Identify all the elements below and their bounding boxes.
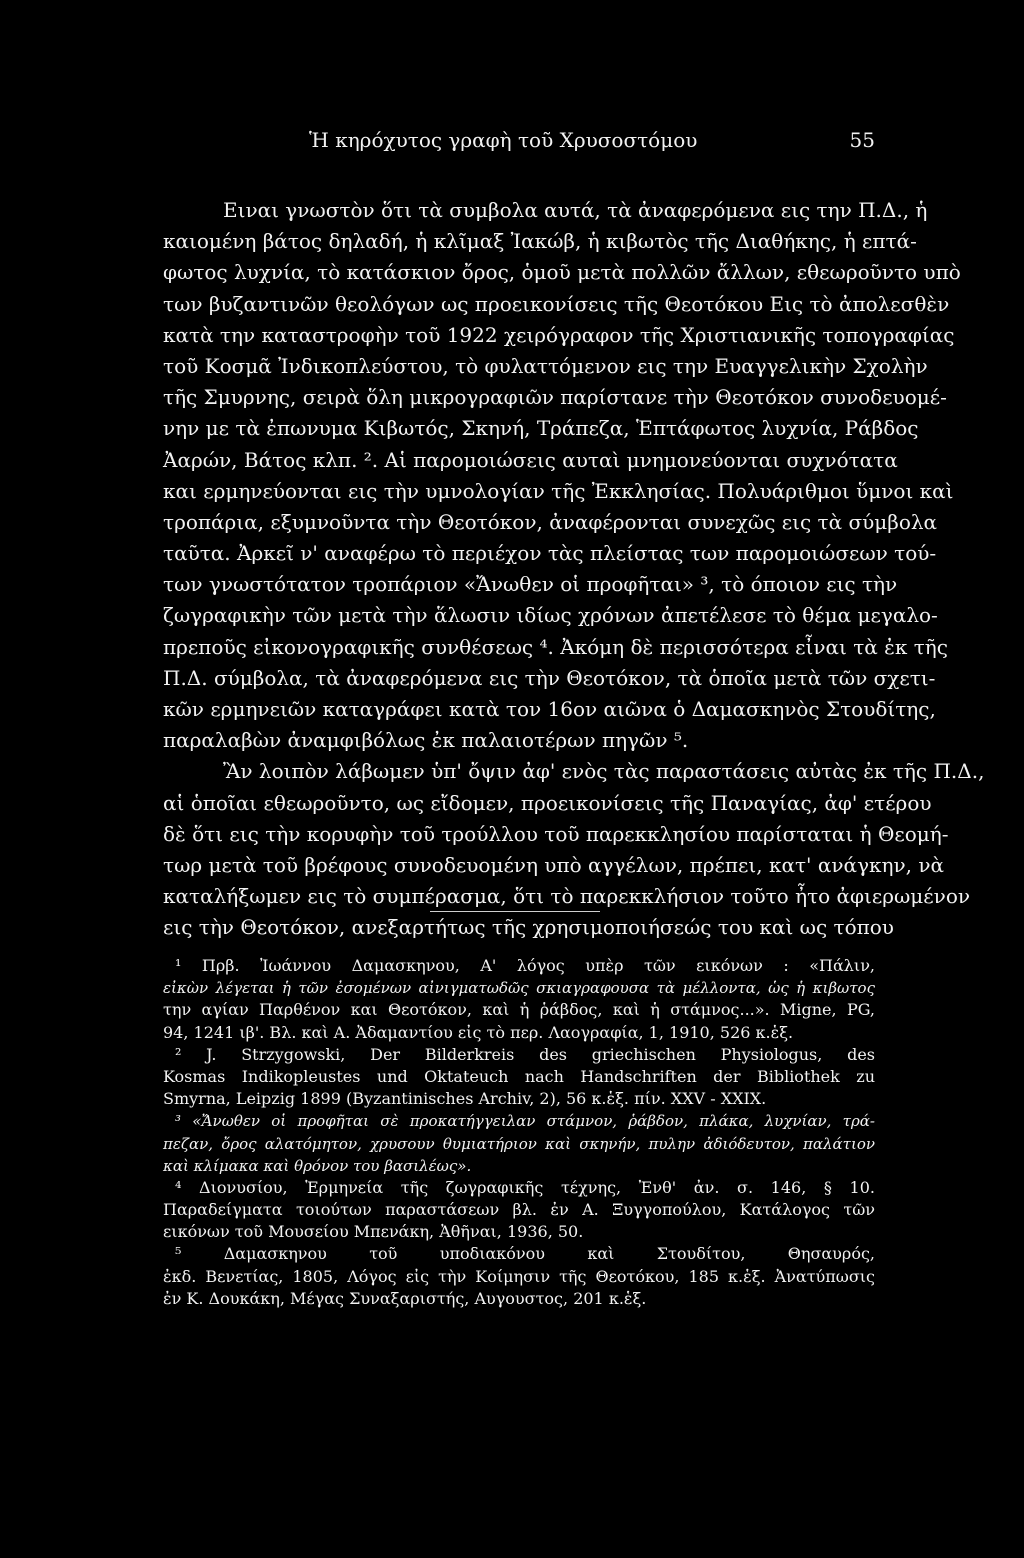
text-line: τωρ μετὰ τοῦ βρέφους συνοδευομένη υπὸ αγγέλων, πρέπει, κατ' ανάγκην, νὰ — [163, 852, 945, 877]
text-line: κῶν ερμηνειῶν καταγράφει κατὰ τον 16ον αιῶνα ὁ Δαμασκηνὸς Στουδίτης, — [163, 697, 936, 721]
footnote-line: εἰκὼν λέγεται ἡ τῶν ἐσομένων αἰνιγματωδῶς σκιαγραφουσα τὰ μέλλοντα, ὡς ἡ κιβωτος — [163, 979, 875, 998]
text-line: των γνωστότατον τροπάριον «Ἄνωθεν οἱ προφῆται» ³, τὸ όποιον εις τὴν — [163, 572, 898, 597]
footnote-line: πεζαν, ὄρος αλατόμητον, χρυσουν θυμιατήριον καὶ σκηνήν, πυλην ἀδιόδευτον, παλάτιον — [163, 1134, 875, 1153]
text-line: τῆς Σμυρνης, σειρὰ ὅλη μικρογραφιῶν παρίστανε τὴν Θεοτόκον συνοδευομέ- — [163, 385, 947, 410]
main-text — [163, 195, 985, 944]
text-line: παραλαβὼν ἀναμφιβόλως ἐκ παλαιοτέρων πηγῶν ⁵. — [163, 728, 689, 753]
footnote-line: ⁵ Δαμασκηνου τοῦ υποδιακόνου καὶ Στουδίτου, Θησαυρός, — [175, 1244, 875, 1264]
page-number: 55 — [849, 128, 875, 152]
footnote-line: Παραδείγματα τοιούτων παραστάσεων βλ. ἐν Α. Ξυγγοπούλου, Κατάλογος τῶν — [163, 1200, 875, 1220]
running-header — [163, 128, 875, 168]
text-line: τροπάρια, εξυμνοῦντα τὴν Θεοτόκον, ἀναφέρονται συνεχῶς εις τὰ σύμβολα — [163, 509, 938, 534]
text-line: δὲ ὅτι εις τὴν κορυφὴν τοῦ τρούλλου τοῦ παρεκκλησίου παρίσταται ἡ Θεομή- — [163, 821, 949, 846]
footnote-line: ἐκδ. Βενετίας, 1805, Λόγος εἰς τὴν Κοίμησιν τῆς Θεοτόκου, 185 κ.ἑξ. Ἀνατύπωσις — [163, 1266, 875, 1286]
text-line: εις τὴν Θεοτόκον, ανεξαρτήτως τῆς χρησιμοποιήσεώς του καὶ ως τόπου — [163, 915, 894, 940]
text-line: και ερμηνεύονται εις τὴν υμνολογίαν τῆς Ἐκκλησίας. Πολυάριθμοι ὕμνοι καὶ — [163, 478, 954, 503]
footnotes — [163, 955, 875, 1310]
running-title: Ἡ κηρόχυτος γραφὴ τοῦ Χρυσοστόμου — [309, 128, 698, 152]
text-line: φωτος λυχνία, τὸ κατάσκιον ὄρος, ὁμοῦ μετὰ πολλῶν ἄλλων, εθεωροῦντο υπὸ — [163, 260, 961, 285]
text-line: κατὰ την καταστροφὴν τοῦ 1922 χειρόγραφον τῆς Χριστιανικῆς τοπογραφίας — [163, 322, 955, 347]
text-line: Ἀαρών, Βάτος κλπ. ². Αἱ παρομοιώσεις αυταὶ μνημονεύονται συχνότατα — [163, 447, 898, 472]
footnote-divider — [430, 911, 600, 912]
text-line: Ἂν λοιπὸν λάβωμεν ὑπ' ὄψιν ἀφ' ενὸς τὰς παραστάσεις αὐτὰς ἐκ τῆς Π.Δ., — [223, 759, 985, 784]
text-line: αἱ ὁποῖαι εθεωροῦντο, ως εἴδομεν, προεικονίσεις τῆς Παναγίας, ἀφ' ετέρου — [163, 790, 932, 815]
text-line: καταλήξωμεν εις τὸ συμπέρασμα, ὅτι τὸ παρεκκλήσιον τοῦτο ἦτο ἀφιερωμένον — [163, 884, 971, 909]
footnote-line: την αγίαν Παρθένον και Θεοτόκον, καὶ ἡ ῥάβδος, καὶ ἡ στάμνος...». Migne, PG, — [163, 1000, 875, 1020]
text-line: πρεποῦς εἰκονογραφικῆς συνθέσεως ⁴. Ἀκόμη δὲ περισσότερα εἶναι τὰ ἐκ τῆς — [163, 634, 948, 659]
footnote-line: ¹ Πρβ. Ἰωάννου Δαμασκηνου, Α' λόγος υπὲρ τῶν εικόνων : «Πάλιν, — [175, 956, 875, 975]
footnote-line: ⁴ Διονυσίου, Ἑρμηνεία τῆς ζωγραφικῆς τέχνης, Ἐνθ' ἀν. σ. 146, § 10. — [175, 1177, 875, 1197]
footnote-line: καὶ κλίμακα καὶ θρόνον του βασιλέως». — [163, 1156, 472, 1175]
text-line: καιομένη βάτος δηλαδή, ἡ κλῖμαξ Ἰακώβ, ἡ κιβωτὸς τῆς Διαθήκης, ἡ επτά- — [163, 229, 917, 254]
text-line: Π.Δ. σύμβολα, τὰ ἀναφερόμενα εις τὴν Θεοτόκον, τὰ ὁποῖα μετὰ τῶν σχετι- — [163, 665, 936, 690]
text-line: νην με τὰ ἐπωνυμα Κιβωτός, Σκηνή, Τράπεζα, Ἑπτάφωτος λυχνία, Ράβδος — [163, 416, 919, 441]
footnote-line: Kosmas Indikopleustes und Oktateuch nach Handschriften der Bibliothek zu — [163, 1066, 875, 1086]
text-line: Ειναι γνωστὸν ὅτι τὰ συμβολα αυτά, τὰ ἀναφερόμενα εις την Π.Δ., ἡ — [223, 198, 928, 222]
text-line: ταῦτα. Ἀρκεῖ ν' αναφέρω τὸ περιέχον τὰς πλείστας των παρομοιώσεων τού- — [163, 541, 937, 566]
footnote-line: 94, 1241 ιβ'. Βλ. καὶ Α. Ἀδαμαντίου εἰς τὸ περ. Λαογραφία, 1, 1910, 526 κ.ἑξ. — [163, 1022, 794, 1042]
text-line: των βυζαντινῶν θεολόγων ως προεικονίσεις τῆς Θεοτόκου Εις τὸ ἀπολεσθὲν — [163, 291, 950, 316]
footnote-line: ² J. Strzygowski, Der Bilderkreis des griechischen Physiologus, des — [175, 1044, 875, 1064]
footnote-line: εικόνων τοῦ Μουσείου Μπενάκη, Ἀθῆναι, 1936, 50. — [163, 1222, 584, 1242]
text-line: τοῦ Κοσμᾶ Ἰνδικοπλεύστου, τὸ φυλαττόμενον εις την Ευαγγελικὴν Σχολὴν — [163, 353, 928, 378]
text-line: ζωγραφικὴν τῶν μετὰ τὴν ἅλωσιν ιδίως χρόνων ἀπετέλεσε τὸ θέμα μεγαλο- — [163, 603, 938, 628]
footnote-line: ³ «Ἄνωθεν οἱ προφῆται σὲ προκατήγγειλαν στάμνον, ῥάβδον, πλάκα, λυχνίαν, τρά- — [175, 1112, 875, 1131]
footnote-line: ἐν Κ. Δουκάκη, Μέγας Συναξαριστής, Αυγουστος, 201 κ.ἑξ. — [163, 1288, 647, 1308]
footnote-line: Smyrna, Leipzig 1899 (Byzantinisches Archiv, 2), 56 κ.ἑξ. πίν. XXV - XXIX. — [163, 1089, 767, 1109]
